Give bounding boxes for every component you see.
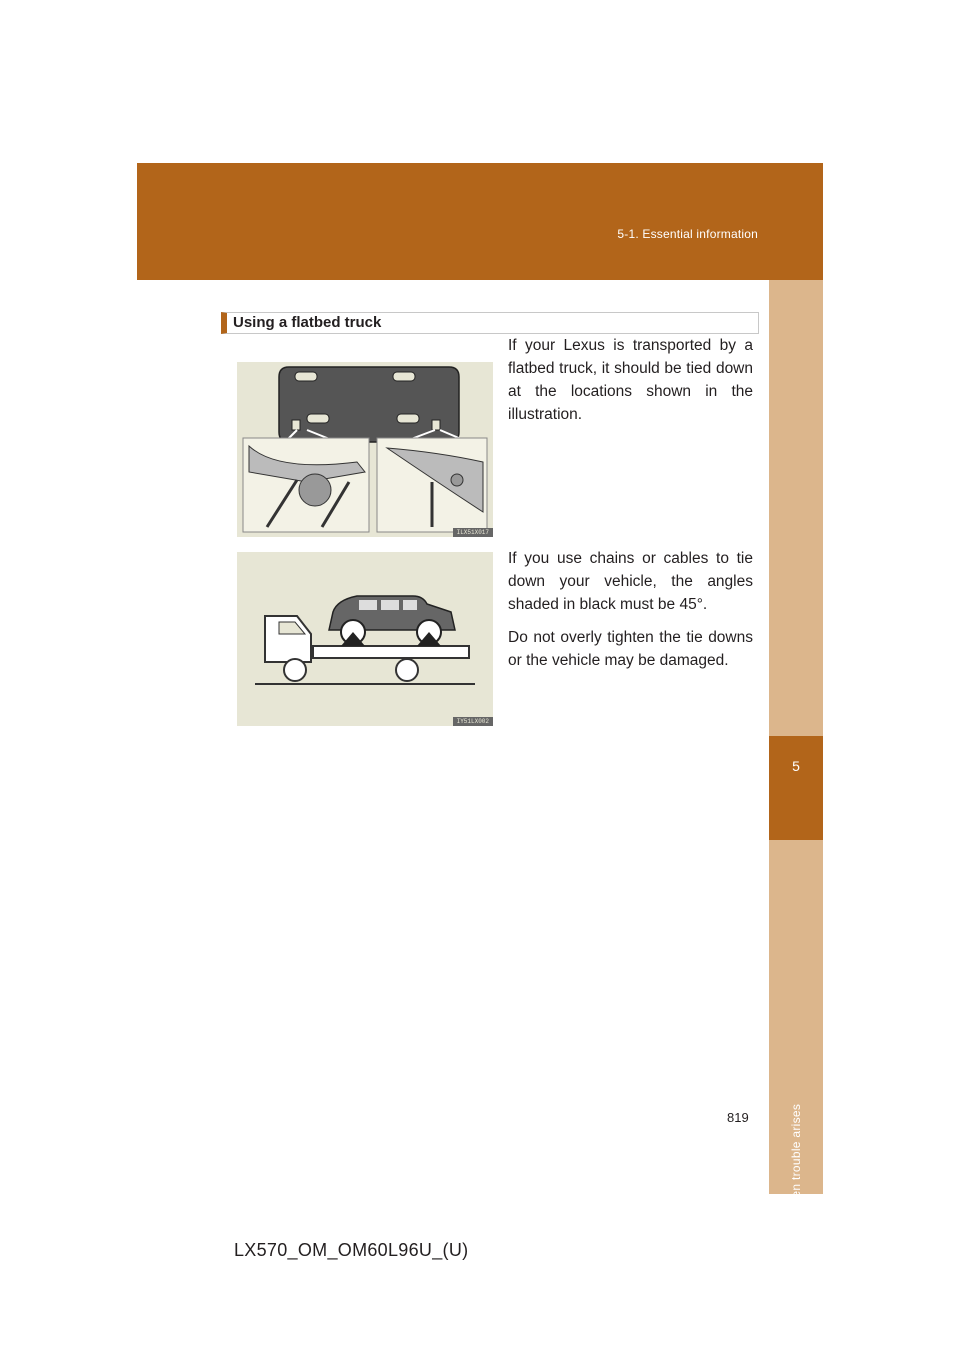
chapter-title: When trouble arises [789,1103,803,1217]
tie-down-diagram [237,362,493,537]
header-band [137,163,823,280]
side-tab [769,280,823,1217]
document-code: LX570_OM_OM60L96U_(U) [234,1240,469,1260]
tie-down-locations-illustration [237,362,493,537]
paragraph: Do not overly tighten the tie downs or the vehicle may be damaged. [508,629,753,669]
page-number: 819 [727,1110,749,1125]
figure-code: ILX51X017 [453,528,493,537]
flatbed-truck-illustration [237,552,493,726]
paragraph: If your Lexus is transported by a flatbed truck, it should be tied down at the locations shown in the illustration. [508,337,753,423]
chapter-box [769,736,823,840]
chapter-number: 5 [792,758,800,774]
flatbed-truck-diagram [237,552,493,726]
section-title: 5-1. Essential information [617,227,758,241]
paragraph-transport [508,334,753,436]
paragraph: If you use chains or cables to tie down your vehicle, the angles shaded in black must be 45°. [508,550,753,613]
paragraph-chains [508,547,753,682]
figure-code: IY51LX002 [453,717,493,726]
section-heading: Using a flatbed truck [221,312,759,334]
